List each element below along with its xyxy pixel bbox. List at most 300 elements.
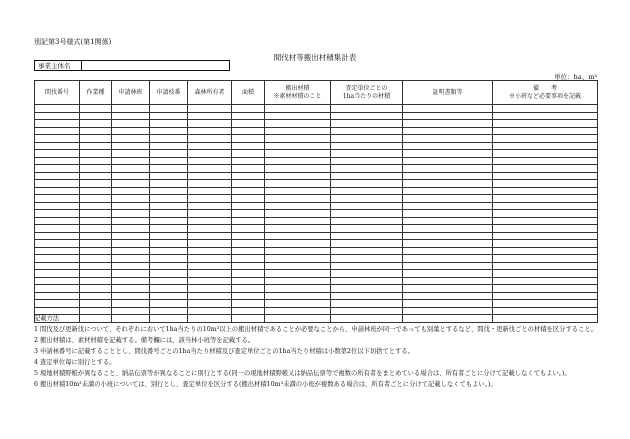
table-cell[interactable] <box>232 157 265 165</box>
table-cell[interactable] <box>112 262 150 270</box>
table-cell[interactable] <box>112 172 150 180</box>
table-cell[interactable] <box>112 165 150 173</box>
table-cell[interactable] <box>331 240 403 248</box>
table-cell[interactable] <box>232 210 265 218</box>
table-cell[interactable] <box>80 285 112 293</box>
table-cell[interactable] <box>35 157 80 165</box>
table-cell[interactable] <box>265 210 331 218</box>
table-cell[interactable] <box>493 180 598 188</box>
table-cell[interactable] <box>112 255 150 263</box>
table-cell[interactable] <box>265 270 331 278</box>
table-cell[interactable] <box>331 165 403 173</box>
column-header <box>150 81 188 105</box>
table-cell[interactable] <box>232 187 265 195</box>
table-cell[interactable] <box>331 292 403 300</box>
table-cell[interactable] <box>493 165 598 173</box>
table-cell[interactable] <box>80 135 112 143</box>
table-cell[interactable] <box>80 165 112 173</box>
table-cell[interactable] <box>493 300 598 308</box>
table-cell[interactable] <box>150 210 188 218</box>
table-cell[interactable] <box>188 180 232 188</box>
table-cell[interactable] <box>403 270 493 278</box>
table-cell[interactable] <box>150 255 188 263</box>
table-cell[interactable] <box>493 150 598 158</box>
table-cell[interactable] <box>150 300 188 308</box>
table-cell[interactable] <box>493 292 598 300</box>
table-cell[interactable] <box>35 262 80 270</box>
table-cell[interactable] <box>265 232 331 240</box>
table-cell[interactable] <box>188 135 232 143</box>
table-row <box>35 157 598 165</box>
table-cell[interactable] <box>403 187 493 195</box>
table-cell[interactable] <box>331 277 403 285</box>
table-cell[interactable] <box>331 142 403 150</box>
table-cell[interactable] <box>403 202 493 210</box>
table-cell[interactable] <box>403 127 493 135</box>
table-cell[interactable] <box>493 247 598 255</box>
table-cell[interactable] <box>232 240 265 248</box>
table-cell[interactable] <box>403 105 493 113</box>
table-cell[interactable] <box>188 240 232 248</box>
table-cell[interactable] <box>403 217 493 225</box>
table-cell[interactable] <box>80 180 112 188</box>
table-cell[interactable] <box>35 292 80 300</box>
table-cell[interactable] <box>331 105 403 113</box>
table-cell[interactable] <box>331 270 403 278</box>
table-cell[interactable] <box>232 217 265 225</box>
table-cell[interactable] <box>493 187 598 195</box>
table-cell[interactable] <box>80 195 112 203</box>
table-cell[interactable] <box>112 300 150 308</box>
table-cell[interactable] <box>112 195 150 203</box>
table-cell[interactable] <box>188 112 232 120</box>
table-cell[interactable] <box>265 195 331 203</box>
table-cell[interactable] <box>265 112 331 120</box>
table-cell[interactable] <box>188 255 232 263</box>
table-cell[interactable] <box>331 150 403 158</box>
table-cell[interactable] <box>331 135 403 143</box>
table-cell[interactable] <box>403 172 493 180</box>
table-cell[interactable] <box>35 277 80 285</box>
table-cell[interactable] <box>188 165 232 173</box>
table-row <box>35 127 598 135</box>
table-cell[interactable] <box>188 292 232 300</box>
table-cell[interactable] <box>265 255 331 263</box>
table-cell[interactable] <box>188 247 232 255</box>
table-cell[interactable] <box>265 262 331 270</box>
table-cell[interactable] <box>232 120 265 128</box>
table-cell[interactable] <box>80 142 112 150</box>
table-cell[interactable] <box>265 157 331 165</box>
table-cell[interactable] <box>112 210 150 218</box>
table-cell[interactable] <box>80 217 112 225</box>
table-cell[interactable] <box>150 277 188 285</box>
table-cell[interactable] <box>188 120 232 128</box>
table-cell[interactable] <box>265 135 331 143</box>
table-cell[interactable] <box>112 285 150 293</box>
table-cell[interactable] <box>232 247 265 255</box>
column-header-sublabel: 1ha当たりの材積 <box>342 92 391 100</box>
table-cell[interactable] <box>112 217 150 225</box>
table-cell[interactable] <box>403 232 493 240</box>
table-cell[interactable] <box>265 225 331 233</box>
table-cell[interactable] <box>188 105 232 113</box>
table-cell[interactable] <box>35 225 80 233</box>
table-cell[interactable] <box>232 165 265 173</box>
table-cell[interactable] <box>150 172 188 180</box>
table-cell[interactable] <box>150 157 188 165</box>
column-header-label: 申請枝番 <box>156 88 181 96</box>
table-cell[interactable] <box>265 142 331 150</box>
table-cell[interactable] <box>188 172 232 180</box>
note-number: 1 <box>34 326 39 333</box>
table-cell[interactable] <box>403 120 493 128</box>
table-cell[interactable] <box>403 195 493 203</box>
table-cell[interactable] <box>265 285 331 293</box>
table-cell[interactable] <box>35 232 80 240</box>
table-cell[interactable] <box>35 120 80 128</box>
table-cell[interactable] <box>35 150 80 158</box>
table-cell[interactable] <box>150 217 188 225</box>
table-cell[interactable] <box>112 277 150 285</box>
table-cell[interactable] <box>112 112 150 120</box>
table-cell[interactable] <box>232 135 265 143</box>
table-cell[interactable] <box>80 262 112 270</box>
table-cell[interactable] <box>331 285 403 293</box>
table-cell[interactable] <box>188 277 232 285</box>
table-cell[interactable] <box>35 195 80 203</box>
table-cell[interactable] <box>265 240 331 248</box>
table-cell[interactable] <box>265 277 331 285</box>
table-cell[interactable] <box>493 232 598 240</box>
table-cell[interactable] <box>80 202 112 210</box>
table-cell[interactable] <box>150 142 188 150</box>
table-cell[interactable] <box>80 157 112 165</box>
table-cell[interactable] <box>80 105 112 113</box>
table-cell[interactable] <box>232 195 265 203</box>
table-cell[interactable] <box>331 120 403 128</box>
table-cell[interactable] <box>331 112 403 120</box>
table-cell[interactable] <box>493 172 598 180</box>
table-cell[interactable] <box>265 165 331 173</box>
table-cell[interactable] <box>265 127 331 135</box>
table-cell[interactable] <box>80 270 112 278</box>
table-cell[interactable] <box>112 105 150 113</box>
table-cell[interactable] <box>403 225 493 233</box>
table-cell[interactable] <box>403 247 493 255</box>
table-cell[interactable] <box>331 262 403 270</box>
table-cell[interactable] <box>265 247 331 255</box>
table-cell[interactable] <box>150 135 188 143</box>
table-cell[interactable] <box>188 142 232 150</box>
table-cell[interactable] <box>493 112 598 120</box>
table-cell[interactable] <box>35 285 80 293</box>
table-cell[interactable] <box>112 135 150 143</box>
table-cell[interactable] <box>232 180 265 188</box>
table-cell[interactable] <box>403 300 493 308</box>
table-cell[interactable] <box>35 105 80 113</box>
table-cell[interactable] <box>112 225 150 233</box>
table-cell[interactable] <box>403 285 493 293</box>
table-cell[interactable] <box>80 127 112 135</box>
table-cell[interactable] <box>265 292 331 300</box>
column-header-label: 申請林班 <box>118 88 143 96</box>
table-cell[interactable] <box>35 247 80 255</box>
table-cell[interactable] <box>331 180 403 188</box>
table-row <box>35 225 598 233</box>
table-cell[interactable] <box>188 300 232 308</box>
table-cell[interactable] <box>265 202 331 210</box>
table-cell[interactable] <box>493 255 598 263</box>
table-cell[interactable] <box>35 255 80 263</box>
table-cell[interactable] <box>232 150 265 158</box>
table-cell[interactable] <box>493 270 598 278</box>
table-cell[interactable] <box>232 270 265 278</box>
table-cell[interactable] <box>232 262 265 270</box>
table-cell[interactable] <box>80 277 112 285</box>
table-cell[interactable] <box>331 247 403 255</box>
table-row <box>35 165 598 173</box>
entity-name-label: 事業主体名 <box>35 61 82 70</box>
table-cell[interactable] <box>265 150 331 158</box>
table-cell[interactable] <box>150 112 188 120</box>
table-cell[interactable] <box>188 187 232 195</box>
table-cell[interactable] <box>493 210 598 218</box>
note-item <box>34 324 604 335</box>
table-cell[interactable] <box>80 240 112 248</box>
table-cell[interactable] <box>493 285 598 293</box>
table-cell[interactable] <box>112 157 150 165</box>
table-cell[interactable] <box>403 142 493 150</box>
table-row <box>35 120 598 128</box>
table-cell[interactable] <box>80 247 112 255</box>
table-cell[interactable] <box>150 225 188 233</box>
table-row <box>35 105 598 113</box>
table-cell[interactable] <box>112 120 150 128</box>
table-cell[interactable] <box>188 225 232 233</box>
table-cell[interactable] <box>150 270 188 278</box>
table-cell[interactable] <box>80 187 112 195</box>
table-cell[interactable] <box>331 172 403 180</box>
table-cell[interactable] <box>232 142 265 150</box>
table-cell[interactable] <box>35 300 80 308</box>
table-cell[interactable] <box>80 300 112 308</box>
column-header-label: 森林所有者 <box>194 88 225 96</box>
table-cell[interactable] <box>112 292 150 300</box>
table-cell[interactable] <box>232 127 265 135</box>
table-cell[interactable] <box>150 150 188 158</box>
table-cell[interactable] <box>493 277 598 285</box>
table-cell[interactable] <box>493 135 598 143</box>
table-cell[interactable] <box>35 112 80 120</box>
table-cell[interactable] <box>403 255 493 263</box>
table-cell[interactable] <box>112 142 150 150</box>
table-cell[interactable] <box>35 240 80 248</box>
table-cell[interactable] <box>80 232 112 240</box>
notes-list <box>34 324 604 390</box>
table-row <box>35 292 598 300</box>
table-cell[interactable] <box>403 240 493 248</box>
table-cell[interactable] <box>232 172 265 180</box>
table-cell[interactable] <box>493 127 598 135</box>
table-cell[interactable] <box>80 172 112 180</box>
table-cell[interactable] <box>80 225 112 233</box>
table-cell[interactable] <box>403 277 493 285</box>
table-cell[interactable] <box>265 120 331 128</box>
table-cell[interactable] <box>265 172 331 180</box>
table-cell[interactable] <box>232 225 265 233</box>
table-cell[interactable] <box>150 202 188 210</box>
table-cell[interactable] <box>112 150 150 158</box>
table-cell[interactable] <box>493 225 598 233</box>
table-cell[interactable] <box>112 187 150 195</box>
table-cell[interactable] <box>331 232 403 240</box>
table-cell[interactable] <box>493 157 598 165</box>
table-row <box>35 172 598 180</box>
table-cell[interactable] <box>35 135 80 143</box>
table-cell[interactable] <box>265 217 331 225</box>
table-cell[interactable] <box>331 202 403 210</box>
table-cell[interactable] <box>403 292 493 300</box>
table-cell[interactable] <box>35 165 80 173</box>
table-cell[interactable] <box>493 240 598 248</box>
table-cell[interactable] <box>403 262 493 270</box>
table-cell[interactable] <box>188 232 232 240</box>
table-cell[interactable] <box>493 202 598 210</box>
table-cell[interactable] <box>80 255 112 263</box>
table-cell[interactable] <box>232 232 265 240</box>
table-cell[interactable] <box>403 112 493 120</box>
table-cell[interactable] <box>403 157 493 165</box>
table-cell[interactable] <box>150 247 188 255</box>
table-cell[interactable] <box>265 180 331 188</box>
table-cell[interactable] <box>232 202 265 210</box>
table-cell[interactable] <box>331 195 403 203</box>
table-cell[interactable] <box>188 210 232 218</box>
table-cell[interactable] <box>35 172 80 180</box>
table-cell[interactable] <box>35 202 80 210</box>
table-cell[interactable] <box>331 157 403 165</box>
table-cell[interactable] <box>150 232 188 240</box>
table-cell[interactable] <box>403 210 493 218</box>
table-cell[interactable] <box>188 270 232 278</box>
table-cell[interactable] <box>232 285 265 293</box>
table-cell[interactable] <box>35 270 80 278</box>
table-cell[interactable] <box>331 300 403 308</box>
table-row <box>35 262 598 270</box>
table-cell[interactable] <box>35 142 80 150</box>
table-cell[interactable] <box>493 195 598 203</box>
table-cell[interactable] <box>188 217 232 225</box>
note-item <box>34 346 604 357</box>
table-cell[interactable] <box>331 225 403 233</box>
table-cell[interactable] <box>80 120 112 128</box>
table-cell[interactable] <box>403 180 493 188</box>
table-cell[interactable] <box>35 180 80 188</box>
table-cell[interactable] <box>150 187 188 195</box>
table-cell[interactable] <box>232 255 265 263</box>
table-cell[interactable] <box>331 127 403 135</box>
note-text: 査定単位毎に別行とする。 <box>40 359 116 366</box>
table-cell[interactable] <box>112 247 150 255</box>
note-text: 申請林番号に記載することとし、間伐番号ごとの1ha当たり材積及び査定単位ごとの1ha当たり材積は小数第2位以下切捨てとする。 <box>40 348 414 355</box>
table-cell[interactable] <box>265 300 331 308</box>
table-cell[interactable] <box>150 195 188 203</box>
table-cell[interactable] <box>265 187 331 195</box>
table-cell[interactable] <box>112 232 150 240</box>
table-cell[interactable] <box>35 187 80 195</box>
column-header-label: 搬出材積 <box>285 85 310 92</box>
table-cell[interactable] <box>150 292 188 300</box>
table-cell[interactable] <box>35 127 80 135</box>
table-row <box>35 285 598 293</box>
entity-name-field[interactable] <box>82 61 229 70</box>
table-cell[interactable] <box>188 262 232 270</box>
table-cell[interactable] <box>150 120 188 128</box>
table-cell[interactable] <box>265 105 331 113</box>
table-cell[interactable] <box>35 217 80 225</box>
table-cell[interactable] <box>80 292 112 300</box>
table-cell[interactable] <box>232 300 265 308</box>
table-cell[interactable] <box>150 285 188 293</box>
table-cell[interactable] <box>232 292 265 300</box>
table-cell[interactable] <box>331 255 403 263</box>
table-cell[interactable] <box>80 210 112 218</box>
table-cell[interactable] <box>493 217 598 225</box>
table-cell[interactable] <box>493 142 598 150</box>
table-cell[interactable] <box>35 210 80 218</box>
table-cell[interactable] <box>80 150 112 158</box>
note-item <box>34 368 604 379</box>
table-cell[interactable] <box>150 240 188 248</box>
table-cell[interactable] <box>331 187 403 195</box>
table-cell[interactable] <box>188 285 232 293</box>
column-header-sublabel: ※小班など必要事項を記載 <box>508 92 581 100</box>
table-cell[interactable] <box>150 262 188 270</box>
table-cell[interactable] <box>150 180 188 188</box>
table-cell[interactable] <box>232 277 265 285</box>
table-cell[interactable] <box>112 270 150 278</box>
table-cell[interactable] <box>150 127 188 135</box>
column-header <box>403 81 493 105</box>
table-cell[interactable] <box>112 127 150 135</box>
table-cell[interactable] <box>493 262 598 270</box>
table-cell[interactable] <box>112 180 150 188</box>
table-cell[interactable] <box>403 135 493 143</box>
column-header-label: 面積 <box>241 88 254 96</box>
table-cell[interactable] <box>188 202 232 210</box>
table-cell[interactable] <box>331 217 403 225</box>
table-cell[interactable] <box>150 105 188 113</box>
table-cell[interactable] <box>403 150 493 158</box>
table-cell[interactable] <box>80 112 112 120</box>
table-cell[interactable] <box>493 105 598 113</box>
table-cell[interactable] <box>493 120 598 128</box>
table-cell[interactable] <box>112 202 150 210</box>
table-cell[interactable] <box>112 240 150 248</box>
note-item <box>34 357 604 368</box>
table-cell[interactable] <box>188 127 232 135</box>
table-cell[interactable] <box>188 150 232 158</box>
table-cell[interactable] <box>331 210 403 218</box>
notes-section <box>34 313 604 390</box>
table-cell[interactable] <box>188 195 232 203</box>
table-cell[interactable] <box>403 165 493 173</box>
table-cell[interactable] <box>188 157 232 165</box>
table-cell[interactable] <box>232 105 265 113</box>
table-cell[interactable] <box>150 165 188 173</box>
table-cell[interactable] <box>232 112 265 120</box>
